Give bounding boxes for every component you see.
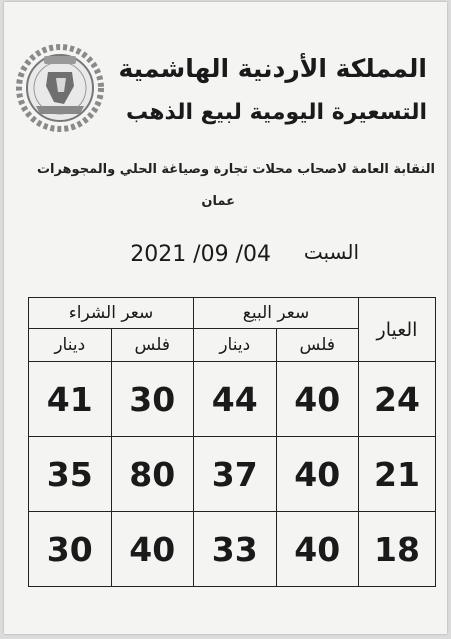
karat-header: العيار <box>359 298 436 362</box>
price-sheet <box>4 2 447 634</box>
buy-dinar-cell: 41 <box>29 362 112 437</box>
sell-dinar-cell: 33 <box>194 512 277 587</box>
buy-fils-header: فلس <box>111 329 194 362</box>
sell-dinar-cell: 37 <box>194 437 277 512</box>
day-name: السبت <box>303 240 359 264</box>
date-value: 2021 /09 /04 <box>130 242 271 267</box>
buy-fils-cell: 80 <box>111 437 194 512</box>
table-header-row <box>29 298 436 329</box>
page-subtitle: التسعيرة اليومية لبيع الذهب <box>125 100 427 125</box>
table-row <box>29 512 436 587</box>
table-row <box>29 362 436 437</box>
sell-fils-header: فلس <box>276 329 359 362</box>
organization-name: النقابة العامة لاصحاب محلات تجارة وصياغة الحلي والمجوهرات <box>36 162 435 177</box>
karat-cell: 18 <box>359 512 436 587</box>
buy-price-header: سعر الشراء <box>29 298 194 329</box>
sell-price-header: سعر البيع <box>194 298 359 329</box>
buy-dinar-header: دينار <box>29 329 112 362</box>
buy-fils-cell: 40 <box>111 512 194 587</box>
buy-dinar-cell: 30 <box>29 512 112 587</box>
buy-dinar-cell: 35 <box>29 437 112 512</box>
table-row <box>29 437 436 512</box>
sell-dinar-header: دينار <box>194 329 277 362</box>
city-name: عمان <box>201 194 235 209</box>
buy-fils-cell: 30 <box>111 362 194 437</box>
karat-cell: 24 <box>359 362 436 437</box>
sell-fils-cell: 40 <box>276 362 359 437</box>
sell-dinar-cell: 44 <box>194 362 277 437</box>
gold-price-table <box>28 297 436 587</box>
page-title: المملكة الأردنية الهاشمية <box>118 54 427 83</box>
sell-fils-cell: 40 <box>276 437 359 512</box>
karat-cell: 21 <box>359 437 436 512</box>
sell-fils-cell: 40 <box>276 512 359 587</box>
